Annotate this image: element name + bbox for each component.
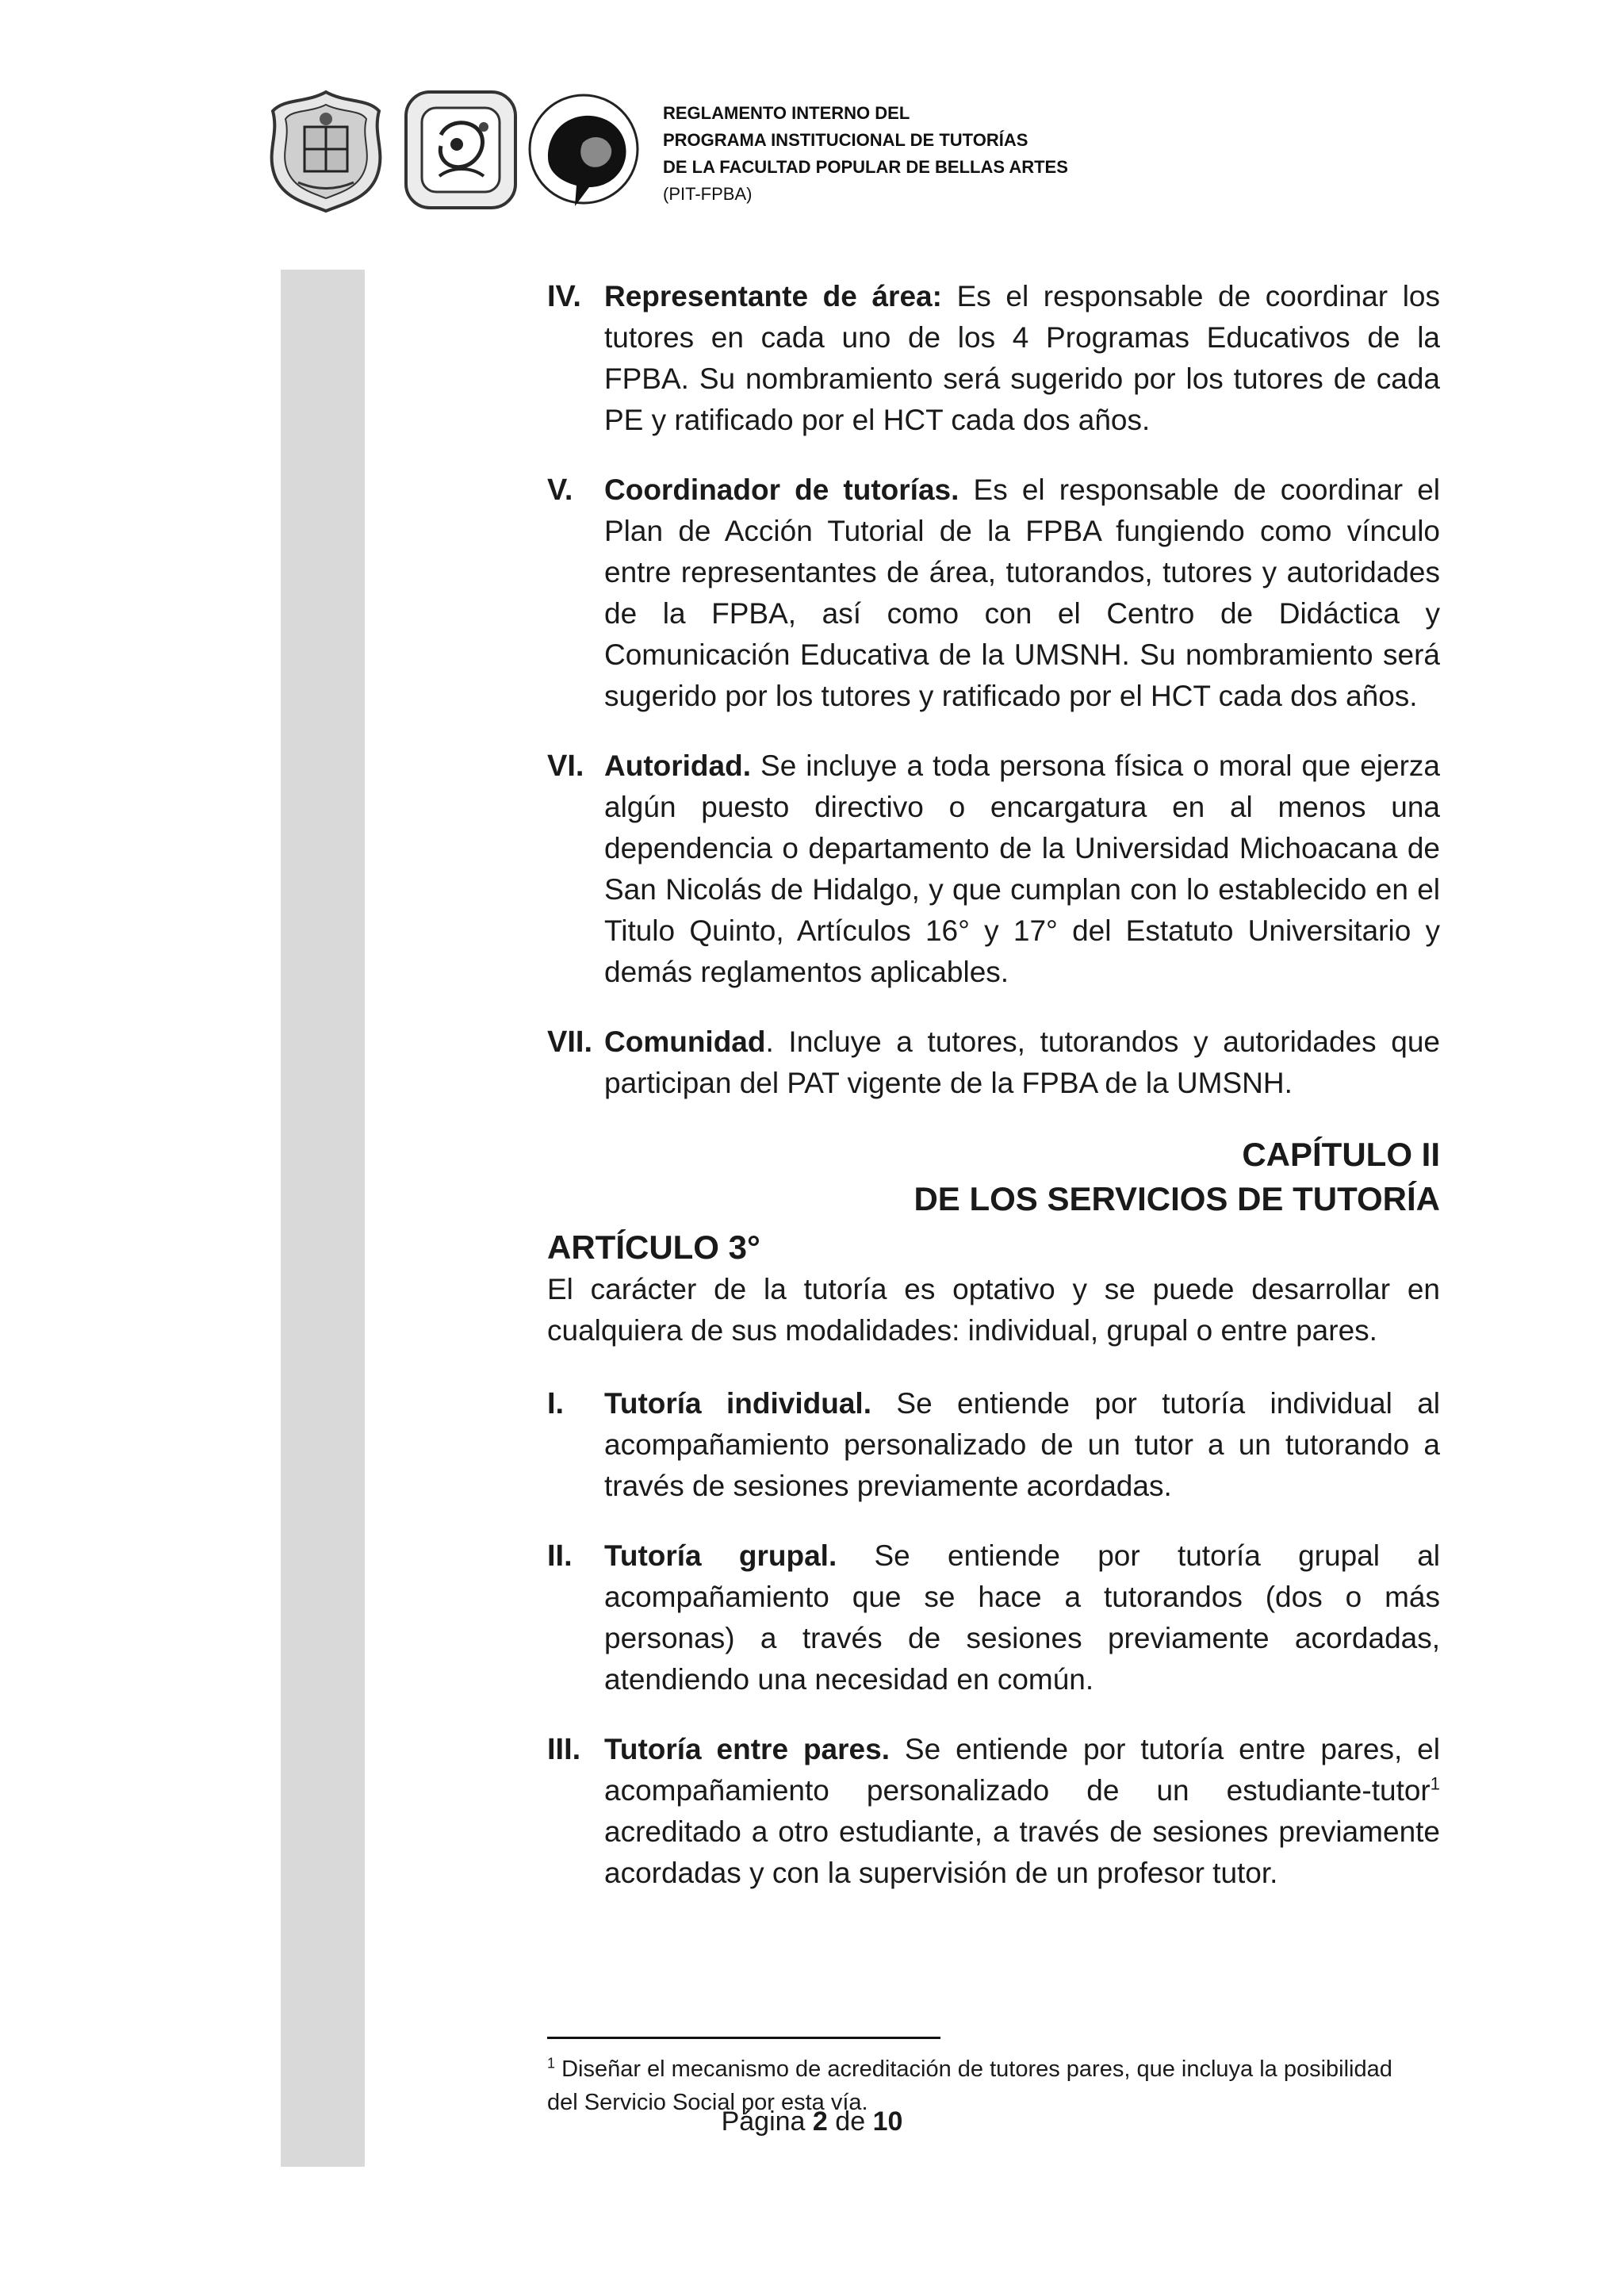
definition-item-v <box>547 470 1440 717</box>
header-line-1: REGLAMENTO INTERNO DEL <box>663 103 910 123</box>
footnote-text: Diseñar el mecanismo de acreditación de tutores pares, que incluya la posibilidad del Servicio Social por esta vía. <box>547 2056 1392 2115</box>
item-body <box>604 1022 1440 1104</box>
item-body <box>604 1729 1440 1894</box>
modality-item-ii <box>547 1535 1440 1700</box>
modality-item-i <box>547 1383 1440 1507</box>
left-margin-band <box>281 270 365 2167</box>
page-label: Página <box>721 2106 813 2137</box>
item-text: Se entiende por tutoría grupal al acompañamiento que se hace a tutorandos (dos o más personas) a través de sesiones previamente acordadas, atendiendo una necesidad en común. <box>604 1539 1440 1696</box>
item-term: Comunidad <box>604 1025 766 1058</box>
item-term: Tutoría grupal. <box>604 1539 837 1572</box>
item-number: III. <box>547 1733 581 1766</box>
item-body <box>604 276 1440 441</box>
page-of: de <box>827 2106 873 2137</box>
chapter-heading <box>547 1133 1440 1221</box>
umsnh-seal-icon <box>266 87 385 214</box>
header-line-2: PROGRAMA INSTITUCIONAL DE TUTORÍAS <box>663 130 1028 150</box>
item-text: Es el responsable de coordinar el Plan de Acción Tutorial de la FPBA fungiendo como vínculo entre representantes de área, tutorandos, tutores y autoridades de la FPBA, así como con el Centro de Didáctica y Comunicación Educativa de la UMSNH. Su nombramiento será sugerido por los tutores y ratificado por el HCT cada dos años. <box>604 473 1440 712</box>
article-intro: El carácter de la tutoría es optativo y se puede desarrollar en cualquiera de sus modalidades: individual, grupal o entre pares. <box>547 1273 1440 1347</box>
item-number: VI. <box>547 749 584 783</box>
fpba-seal-icon <box>401 87 520 214</box>
item-text: . Incluye a tutores, tutorandos y autoridades que participan del PAT vigente de la FPBA de la UMSNH. <box>604 1025 1440 1099</box>
item-number: I. <box>547 1387 565 1420</box>
item-term: Coordinador de tutorías. <box>604 473 959 506</box>
current-page: 2 <box>812 2106 828 2137</box>
footnote-separator <box>547 2037 940 2039</box>
main-content <box>547 276 1440 1922</box>
item-number: II. <box>547 1539 573 1573</box>
item-number: IV. <box>547 280 581 313</box>
item-term: Autoridad. <box>604 749 751 782</box>
item-text-continued: acreditado a otro estudiante, a través de sesiones previamente acordadas y con la supervisión de un profesor tutor. <box>604 1815 1440 1889</box>
chapter-title: CAPÍTULO II <box>1242 1136 1440 1173</box>
item-text: Se incluye a toda persona física o moral que ejerza algún puesto directivo o encargatura en al menos una dependencia o departamento de la Universidad Michoacana de San Nicolás de Hidalgo, y que cumplan con lo establecido en el Titulo Quinto, Artículos 16° y 17° del Estatuto Universitario y demás reglamentos aplicables. <box>604 749 1440 988</box>
item-term: Representante de área: <box>604 280 942 312</box>
item-body <box>604 1383 1440 1507</box>
item-text: Se entiende por tutoría entre pares, el acompañamiento personalizado de un estudiante-tutor <box>604 1733 1440 1807</box>
total-pages: 10 <box>872 2106 903 2137</box>
article-title: ARTÍCULO 3° <box>547 1228 760 1266</box>
header-logos <box>266 87 639 218</box>
item-body <box>604 470 1440 717</box>
document-header <box>663 100 1068 208</box>
footnote-mark: 1 <box>547 2055 556 2072</box>
modality-item-iii <box>547 1729 1440 1894</box>
item-term: Tutoría individual. <box>604 1387 871 1420</box>
definition-item-vi <box>547 746 1440 993</box>
definition-item-vii <box>547 1022 1440 1104</box>
chapter-subtitle: DE LOS SERVICIOS DE TUTORÍA <box>914 1180 1440 1217</box>
item-number: VII. <box>547 1025 593 1059</box>
header-line-3: DE LA FACULTAD POPULAR DE BELLAS ARTES <box>663 157 1068 177</box>
item-number: V. <box>547 473 573 507</box>
item-body <box>604 1535 1440 1700</box>
header-line-4: (PIT-FPBA) <box>663 184 753 204</box>
page-number <box>0 2106 1624 2137</box>
definition-item-iv <box>547 276 1440 441</box>
item-text: Es el responsable de coordinar los tutores en cada uno de los 4 Programas Educativos de la FPBA. Su nombramiento será sugerido por los tutores de cada PE y ratificado por el HCT cada dos años. <box>604 280 1440 436</box>
coordinacion-tutorias-logo-icon <box>524 87 643 214</box>
item-term: Tutoría entre pares. <box>604 1733 890 1765</box>
item-body <box>604 746 1440 993</box>
item-text: Se entiende por tutoría individual al acompañamiento personalizado de un tutor a un tutorando a través de sesiones previamente acordadas. <box>604 1387 1441 1502</box>
footnote-reference[interactable]: 1 <box>1430 1773 1440 1794</box>
